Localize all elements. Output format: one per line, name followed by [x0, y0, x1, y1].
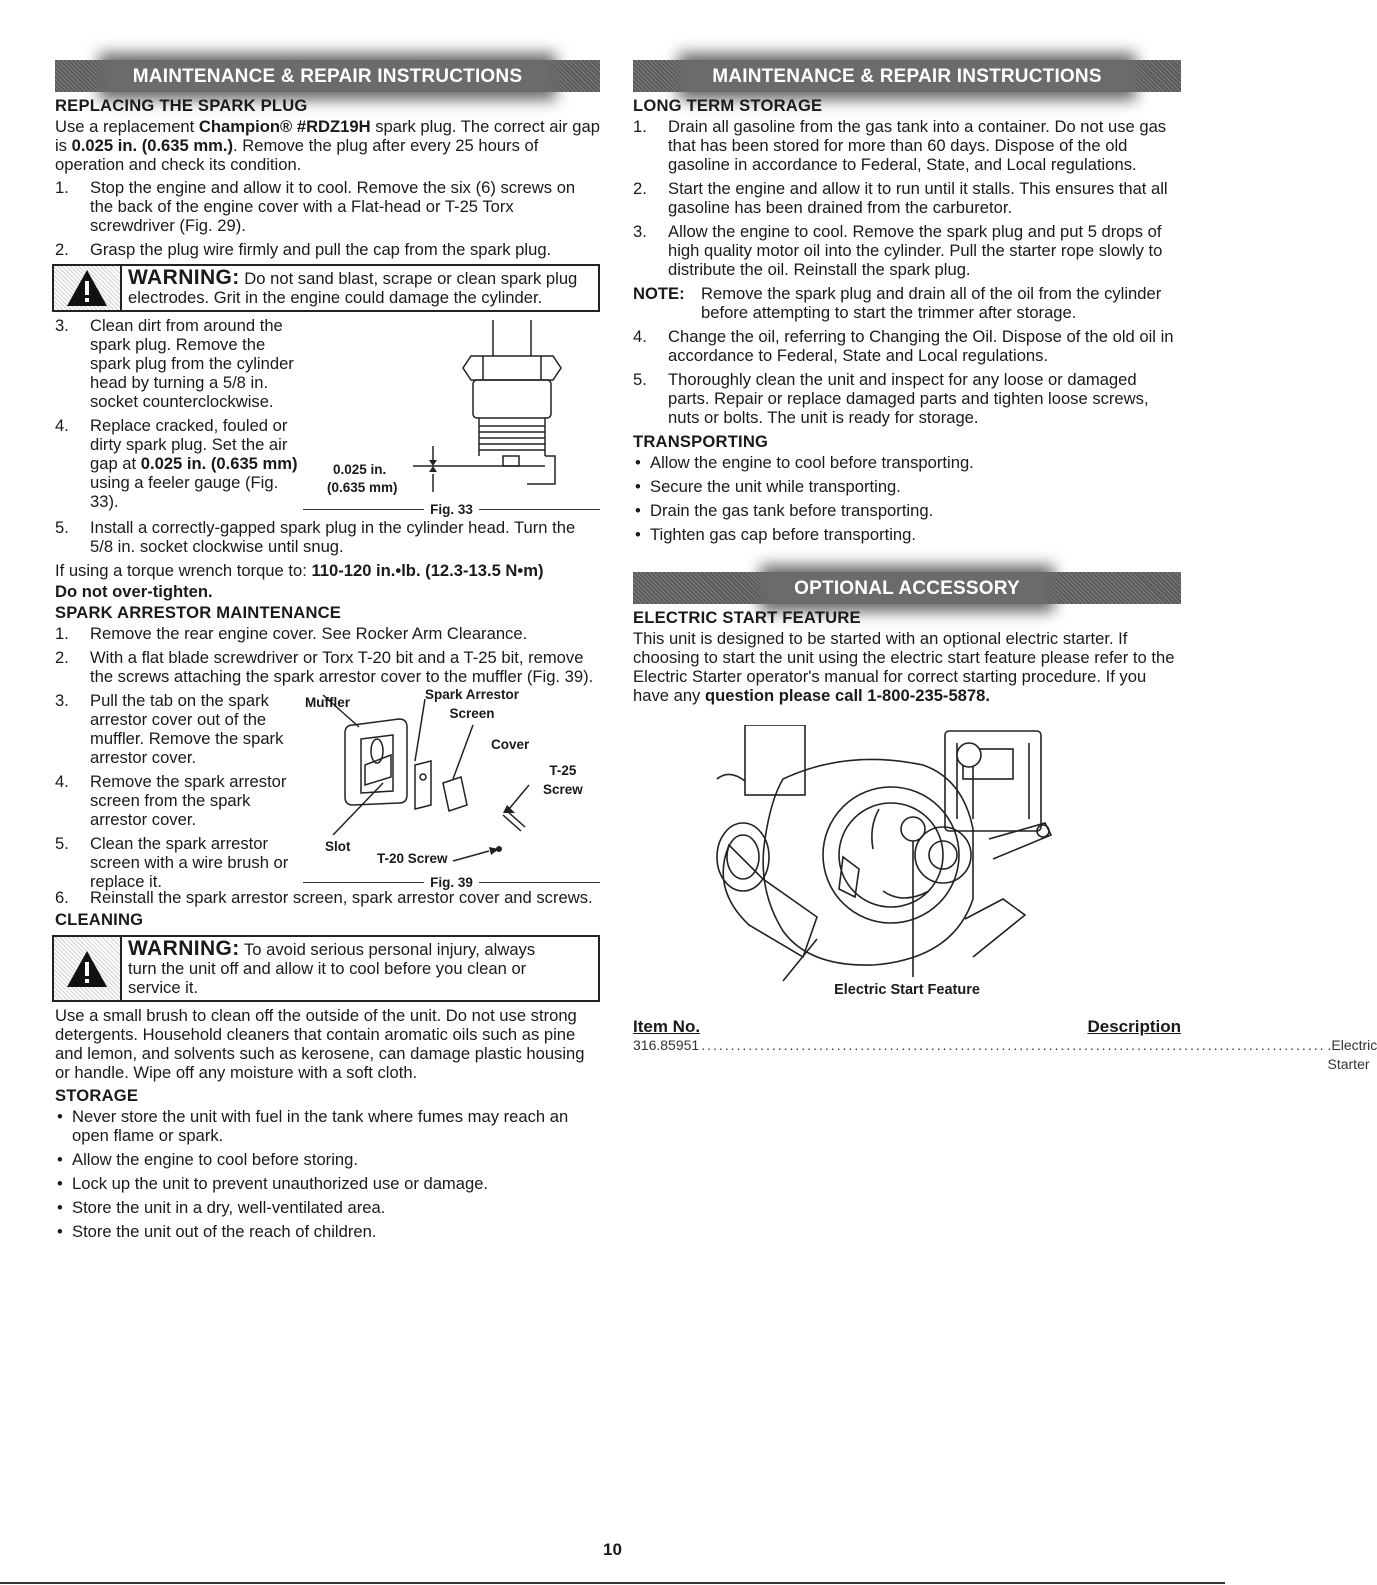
torque-warning: Do not over-tighten.	[55, 582, 213, 601]
transporting-heading: TRANSPORTING	[633, 432, 769, 451]
list-item: 1. Drain all gasoline from the gas tank into a container. Do not use gas that has been stored for more than 60 days. Dispose of the old gasoline in accordance to Federal, State, and Local regulations.	[633, 117, 1167, 174]
label-t25-screw: T-25 Screw	[543, 763, 583, 797]
arrestor-steps-cont	[55, 888, 600, 907]
electric-start-illustration	[633, 719, 1181, 989]
list-item: • Never store the unit with fuel in the tank where fumes may reach an open flame or spark.	[55, 1107, 600, 1145]
warning-icon	[54, 937, 122, 1000]
storage-list	[55, 1107, 600, 1241]
optional-accessory-banner: OPTIONAL ACCESSORY	[633, 572, 1181, 604]
gap-label-mm: (0.635 mm)	[327, 480, 398, 495]
warning-box-cleaning: WARNING: To avoid serious personal injury, always turn the unit off and allow it to cool before you clean or service it.	[52, 935, 600, 1002]
list-item: 3. Clean dirt from around the spark plug. Remove the spark plug from the cylinder head by turning a 5/8 in. socket counterclockwise.	[55, 316, 294, 411]
label-slot: Slot	[325, 839, 351, 854]
storage-heading: STORAGE	[55, 1086, 139, 1105]
list-item: • Lock up the unit to prevent unauthorized use or damage.	[55, 1174, 600, 1193]
spark-plug-steps-cont	[55, 518, 600, 556]
list-item: 4. Replace cracked, fouled or dirty spark plug. Set the air gap at 0.025 in. (0.635 mm) using a feeler gauge (Fig. 33).	[55, 416, 298, 511]
label-cover: Cover	[491, 737, 530, 752]
label-arrestor-screen: Spark Arrestor Screen	[425, 687, 520, 721]
list-item: 4. Change the oil, referring to Changing the Oil. Dispose of the old oil in accordance to Federal, State and Local regulations.	[633, 327, 1174, 365]
list-item: 1. Stop the engine and allow it to cool. Remove the six (6) screws on the back of the engine cover with a Flat-head or T-25 Torx screwdriver (Fig. 29).	[55, 178, 576, 235]
bottom-rule	[0, 1582, 1225, 1584]
list-item: 6. Reinstall the spark arrestor screen, spark arrestor cover and screws.	[55, 888, 593, 907]
list-item: 3. Allow the engine to cool. Remove the spark plug and put 5 drops of high quality motor oil into the cylinder. Pull the starter rope slowly to distribute the oil. Reinstall the spark plug.	[633, 222, 1163, 279]
arrestor-figure-row	[55, 665, 600, 896]
list-item: 1. Remove the rear engine cover. See Rocker Arm Clearance.	[55, 624, 528, 643]
spark-plug-intro: Use a replacement Champion® #RDZ19H spark plug. The correct air gap is 0.025 in. (0.635 mm.). Remove the plug after every 25 hours of operation and check its condition.	[55, 117, 600, 174]
list-item: 2. Grasp the plug wire firmly and pull the cap from the spark plug.	[55, 240, 552, 259]
spark-plug-steps	[55, 178, 600, 259]
electric-start-figure	[633, 719, 1181, 1009]
electric-start-label: Electric Start Feature	[834, 982, 980, 998]
figure-39	[303, 665, 600, 895]
list-item: • Drain the gas tank before transporting.	[633, 501, 1181, 520]
gap-label-in: 0.025 in.	[333, 462, 387, 477]
warning-icon	[54, 266, 122, 310]
torque-spec: If using a torque wrench torque to: 110-120 in.•lb. (12.3-13.5 N•m)	[55, 561, 544, 580]
cleaning-body: Use a small brush to clean off the outside of the unit. Do not use strong detergents. Household cleaners that contain aromatic oils such as pine and lemon, and solvents such as kerosene, can damage plastic housing or handle. Wipe off any moisture with a soft cloth.	[55, 1006, 585, 1082]
item-number: 316.85951	[633, 1037, 700, 1053]
list-item: 5. Clean the spark arrestor screen with a wire brush or replace it.	[55, 834, 289, 891]
spark-plug-figure-row	[55, 316, 600, 516]
list-item: 4. Remove the spark arrestor screen from the spark arrestor cover.	[55, 772, 287, 829]
list-item: • Store the unit in a dry, well-ventilated area.	[55, 1198, 600, 1217]
section-banner: MAINTENANCE & REPAIR INSTRUCTIONS	[633, 60, 1181, 92]
figure-33	[303, 316, 600, 516]
storage-note: NOTE: Remove the spark plug and drain all of the oil from the cylinder before attempting to start the trimmer after storage.	[633, 284, 1162, 322]
accessory-table-header	[633, 1017, 1181, 1036]
section-banner: MAINTENANCE & REPAIR INSTRUCTIONS	[55, 60, 600, 92]
list-item: 5. Thoroughly clean the unit and inspect for any loose or damaged parts. Repair or replace damaged parts and tighten loose screws, nuts or bolts. The unit is ready for storage.	[633, 370, 1149, 427]
arrestor-heading: SPARK ARRESTOR MAINTENANCE	[55, 603, 342, 622]
warning-box-spark-plug: WARNING: Do not sand blast, scrape or clean spark plug electrodes. Grit in the engine could damage the cylinder.	[52, 264, 600, 312]
electric-start-body: This unit is designed to be started with an optional electric starter. If choosing to start the unit using the electric start feature please refer to the Electric Starter operator's manual for correct starting procedure. If you have any question please call 1-800-235-5878.	[633, 629, 1175, 705]
list-item: 2. With a flat blade screwdriver or Torx T-20 bit and a T-25 bit, remove the screws attaching the spark arrestor cover to the muffler (Fig. 39).	[55, 648, 594, 686]
figure-label: Fig. 33	[430, 502, 473, 517]
list-item: 5. Install a correctly-gapped spark plug in the cylinder head. Turn the 5/8 in. socket clockwise until snug.	[55, 518, 576, 556]
list-item: 3. Pull the tab on the spark arrestor cover out of the muffler. Remove the spark arrestor cover.	[55, 691, 284, 767]
long-term-storage-heading: LONG TERM STORAGE	[633, 96, 823, 115]
list-item: • Allow the engine to cool before storing.	[55, 1150, 600, 1169]
table-row: 316.85951 .......................................................................................................... .Electric Starter	[633, 1037, 1377, 1072]
item-description: .Electric Starter	[1327, 1037, 1377, 1072]
spark-plug-heading: REPLACING THE SPARK PLUG	[55, 96, 308, 115]
col-item-no: Item No.	[633, 1017, 701, 1036]
left-column	[55, 60, 600, 1246]
list-item: • Allow the engine to cool before transporting.	[633, 453, 1181, 472]
right-column	[633, 60, 1377, 1074]
col-description: Description	[1087, 1017, 1181, 1036]
electric-start-heading: ELECTRIC START FEATURE	[633, 608, 861, 627]
list-item: • Tighten gas cap before transporting.	[633, 525, 1181, 544]
list-item: • Store the unit out of the reach of children.	[55, 1222, 600, 1241]
label-muffler: Muffler	[305, 695, 350, 710]
transporting-list	[633, 453, 1181, 544]
figure-label: Fig. 39	[430, 875, 473, 890]
label-t20-screw: T-20 Screw	[377, 851, 448, 866]
long-term-steps	[633, 117, 1181, 279]
cleaning-heading: CLEANING	[55, 910, 144, 929]
long-term-steps-cont	[633, 327, 1181, 427]
page-number: 10	[603, 1540, 622, 1559]
list-item: • Secure the unit while transporting.	[633, 477, 1181, 496]
list-item: 2. Start the engine and allow it to run until it stalls. This ensures that all gasoline has been drained from the carburetor.	[633, 179, 1168, 217]
